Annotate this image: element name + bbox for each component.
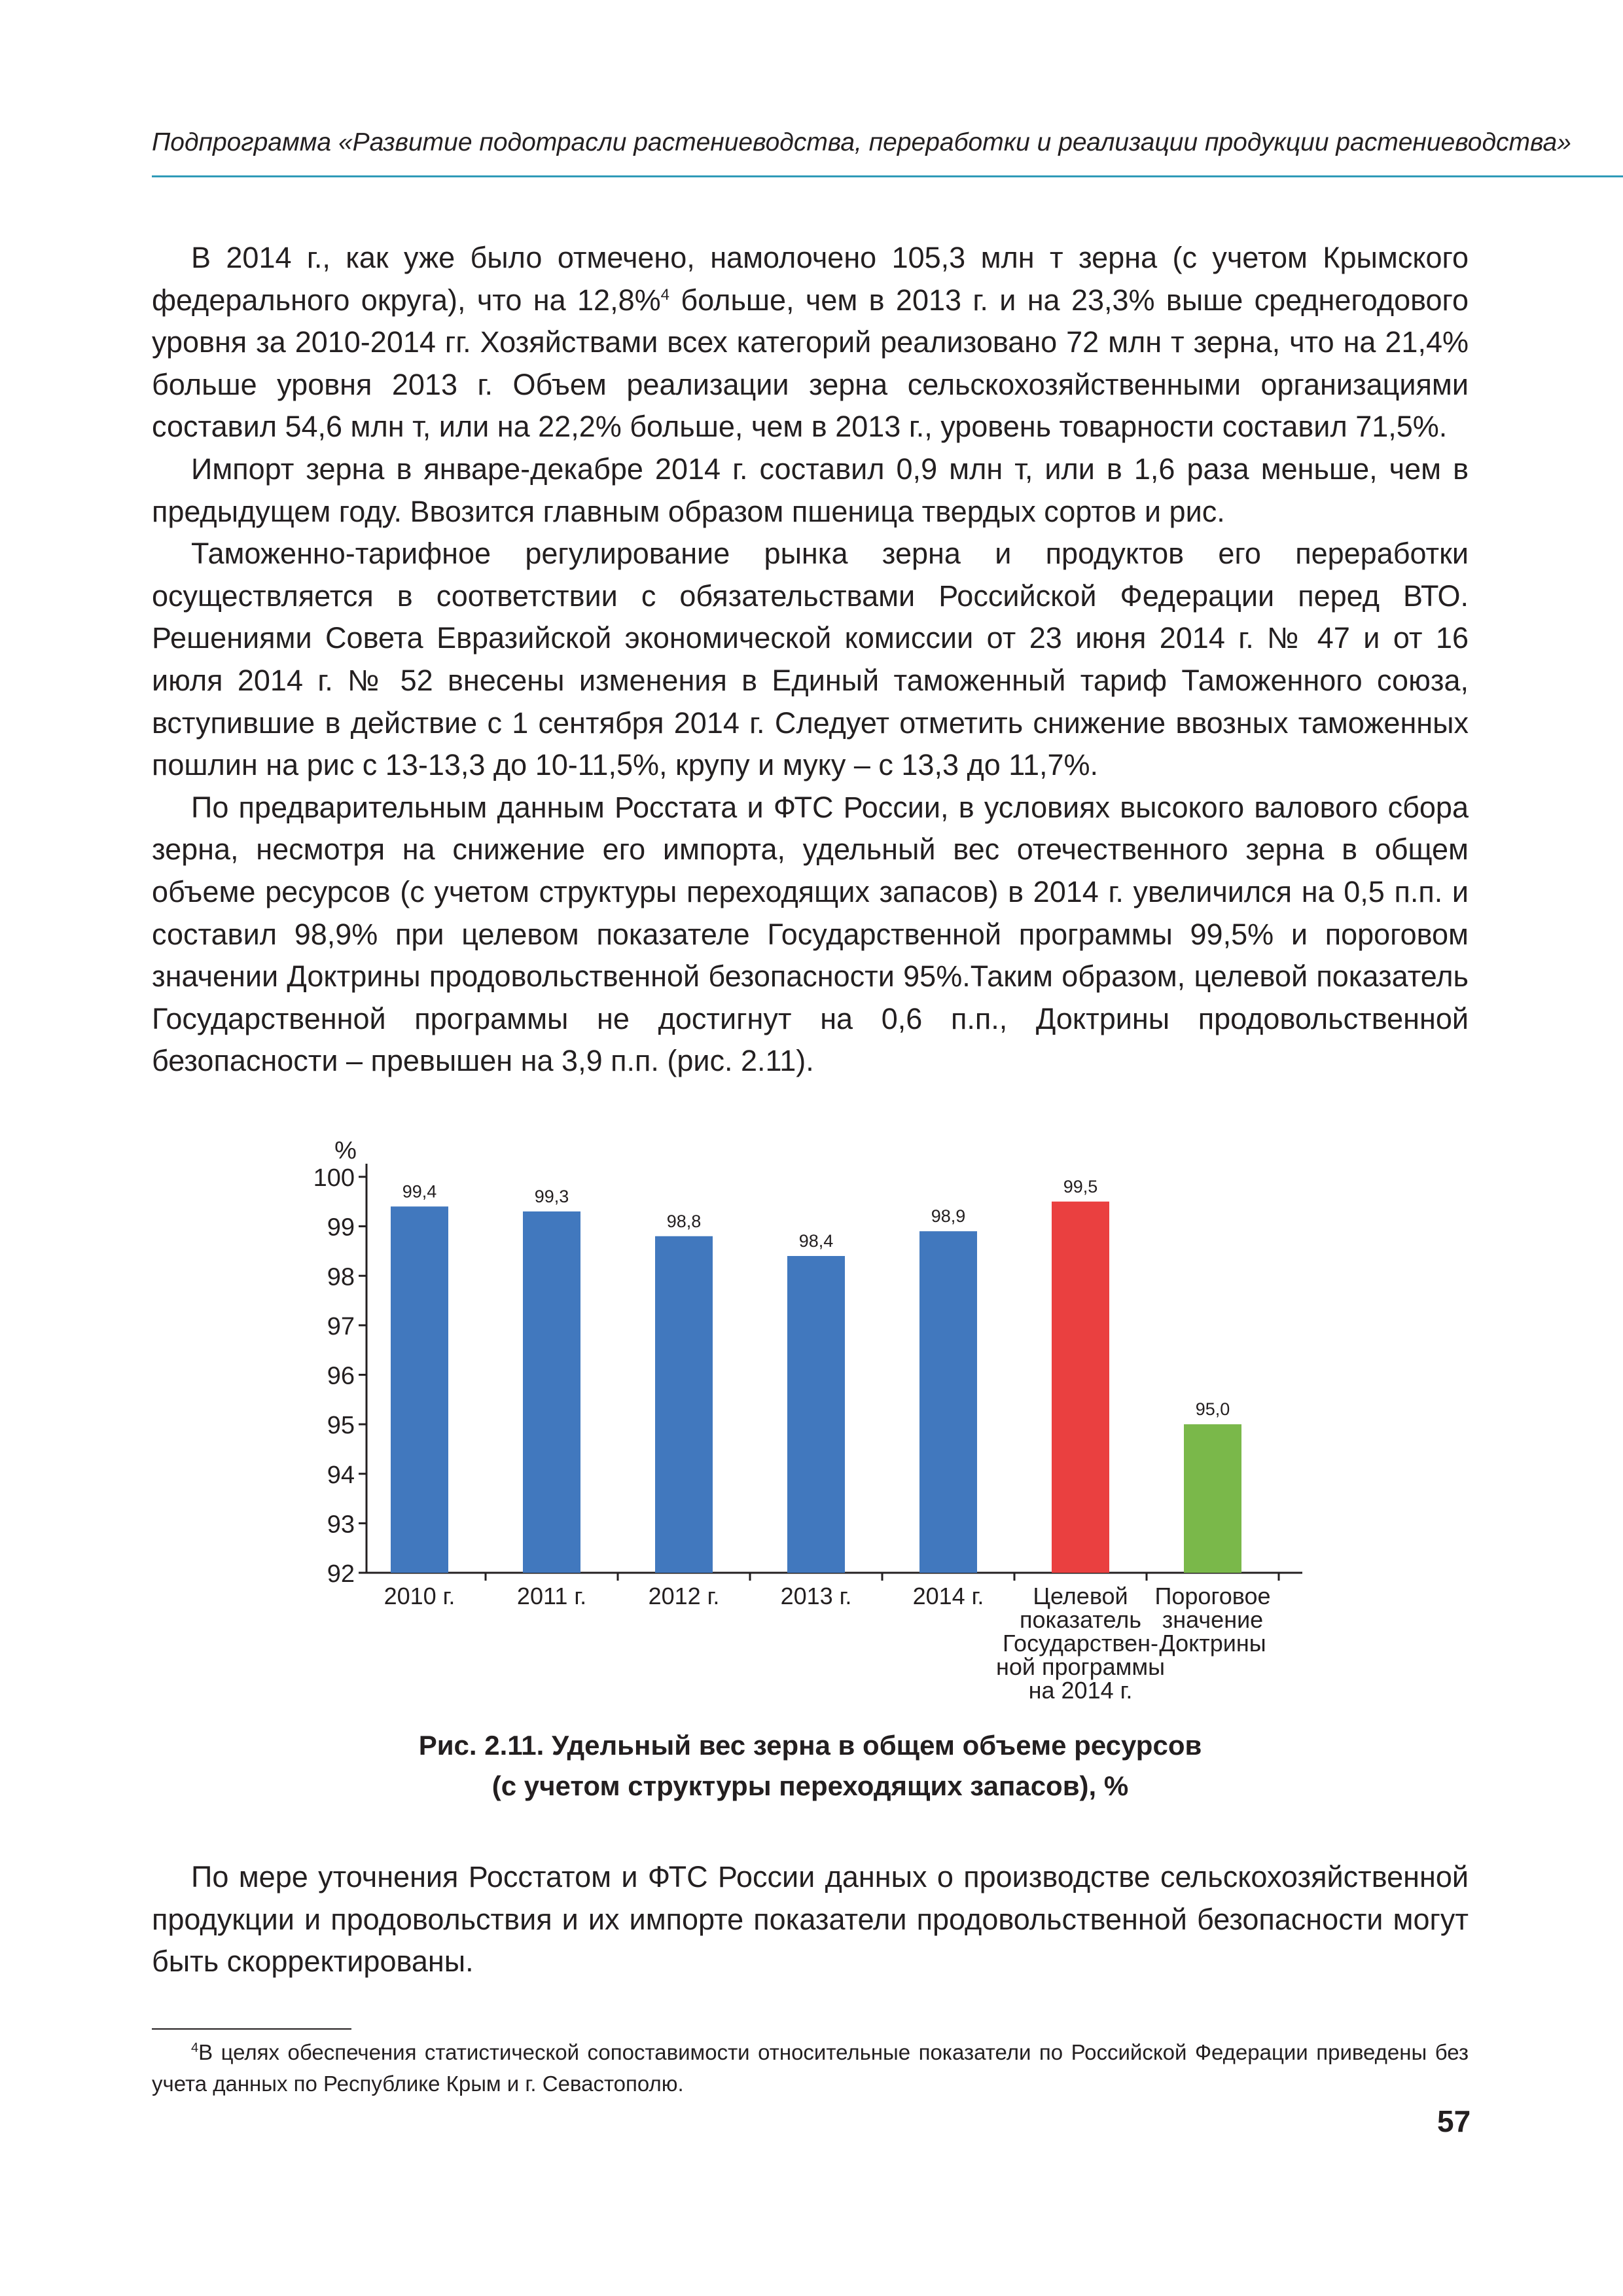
main-text xyxy=(152,237,1469,1083)
paragraph-1-part-b: больше, чем в 2013 г. и на 23,3% выше среднегодового уровня за 2010-2014 гг. Хозяйствами всех категорий реализовано 72 млн т зерна, что на 21,4% больше уровня 2013 г. Объем реализации зерна сельскохозяйственными организациями составил 54,6 млн т, или на 22,2% больше, чем в 2013 г., уровень товарности составил 71,5%. xyxy=(152,283,1469,444)
x-category-label: 2011 г. xyxy=(516,1583,587,1609)
bar-value-label: 98,4 xyxy=(798,1231,834,1251)
bar-2 xyxy=(523,1211,580,1573)
footnote-rule xyxy=(152,2028,351,2030)
page-number: 57 xyxy=(1437,2104,1471,2138)
x-category-label: 2013 г. xyxy=(780,1583,852,1609)
footnote xyxy=(152,2037,1469,2100)
x-category-label: 2012 г. xyxy=(648,1583,720,1609)
bar-value-label: 99,4 xyxy=(402,1181,437,1202)
y-tick-label: 93 xyxy=(327,1511,355,1539)
bar-value-label: 99,5 xyxy=(1063,1176,1098,1196)
x-category-label: Пороговое xyxy=(1154,1583,1271,1609)
bar-value-label: 99,3 xyxy=(534,1186,569,1206)
x-category-label: Доктрины xyxy=(1159,1630,1266,1657)
y-tick-label: 92 xyxy=(327,1560,355,1588)
running-header: Подпрограмма «Развитие подотрасли растениеводства, переработки и реализации продукции растениеводства» xyxy=(152,128,1571,156)
bar-5 xyxy=(919,1231,977,1573)
y-tick-label: 95 xyxy=(327,1412,355,1440)
bar-3 xyxy=(655,1236,713,1573)
x-category-label: Государствен- xyxy=(1002,1630,1159,1657)
bar-value-label: 98,9 xyxy=(931,1206,966,1227)
paragraph-2: Импорт зерна в январе-декабре 2014 г. составил 0,9 млн т, или в 1,6 раза меньше, чем в предыдущем году. Ввозится главным образом пшеница твердых сортов и рис. xyxy=(152,452,1469,528)
bar-value-label: 95,0 xyxy=(1195,1399,1230,1420)
paragraph-1 xyxy=(152,237,1469,448)
closing-text xyxy=(152,1856,1469,1983)
bar-7 xyxy=(1184,1424,1241,1573)
x-category-label: значение xyxy=(1162,1606,1264,1633)
bar-4 xyxy=(787,1256,845,1573)
y-tick-label: 99 xyxy=(327,1213,355,1242)
x-category-label: 2010 г. xyxy=(383,1583,455,1609)
closing-paragraph: По мере уточнения Росстатом и ФТС России данных о производстве сельскохозяйственной продукции и продовольствия и их импорте показатели продовольственной безопасности могут быть скорректированы. xyxy=(152,1860,1469,1979)
paragraph-3: Таможенно-тарифное регулирование рынка зерна и продуктов его переработки осуществляется в соответствии с обязательствами Российской Федерации перед ВТО. Решениями Совета Евразийской экономической комиссии от 23 июня 2014 г. № 47 и от 16 июля 2014 г. № 52 внесены изменения в Единый таможенный тариф Таможенного союза, вступившие в действие с 1 сентября 2014 г. Следует отметить снижение ввозных таможенных пошлин на рис с 13-13,3 до 10-11,5%, крупу и муку – с 13,3 до 11,7%. xyxy=(152,537,1469,782)
footnote-text: В целях обеспечения статистической сопоставимости относительные показатели по Российской Федерации приведены без учета данных по Республике Крым и г. Севастополю. xyxy=(152,2040,1469,2096)
bar-value-label: 98,8 xyxy=(666,1211,702,1231)
footnote-marker: 4 xyxy=(191,2041,199,2055)
x-category-label: на 2014 г. xyxy=(1028,1677,1133,1704)
paragraph-4: По предварительным данным Росстата и ФТС России, в условиях высокого валового сбора зерна, несмотря на снижение его импорта, удельный вес отечественного зерна в общем объеме ресурсов (с учетом структуры переходящих запасов) в 2014 г. увеличился на 0,5 п.п. и составил 98,9% при целевом показателе Государственной программы 99,5% и пороговом значении Доктрины продовольственной безопасности 95%.Таким образом, целевой показатель Государственной программы не достигнут на 0,6 п.п., Доктрины продовольственной безопасности – превышен на 3,9 п.п. (рис. 2.11). xyxy=(152,790,1469,1078)
y-axis-label: % xyxy=(334,1138,357,1164)
header-rule xyxy=(152,175,1623,177)
y-tick-label: 100 xyxy=(313,1164,355,1192)
y-tick-label: 98 xyxy=(327,1263,355,1291)
figure-caption xyxy=(152,1725,1469,1806)
footnote-ref[interactable]: 4 xyxy=(660,285,669,304)
y-tick-label: 97 xyxy=(327,1312,355,1340)
y-tick-label: 96 xyxy=(327,1362,355,1390)
x-category-label: 2014 г. xyxy=(912,1583,984,1609)
y-tick-label: 94 xyxy=(327,1461,355,1489)
bar-chart xyxy=(288,1138,1335,1713)
x-category-label: ной программы xyxy=(995,1653,1166,1680)
x-category-label: Целевой xyxy=(1033,1583,1128,1609)
x-category-label: показатель xyxy=(1019,1606,1142,1633)
bar-1 xyxy=(391,1206,448,1573)
figure-caption-line-2: (с учетом структуры переходящих запасов), % xyxy=(491,1770,1129,1801)
figure-caption-line-1: Рис. 2.11. Удельный вес зерна в общем объеме ресурсов xyxy=(418,1730,1202,1761)
bar-6 xyxy=(1052,1202,1109,1573)
paragraph-1-part-a: В 2014 г., как уже было отмечено, намолочено 105,3 млн т зерна (с учетом Крымского федерального округа), что на 12,8% xyxy=(152,241,1469,317)
